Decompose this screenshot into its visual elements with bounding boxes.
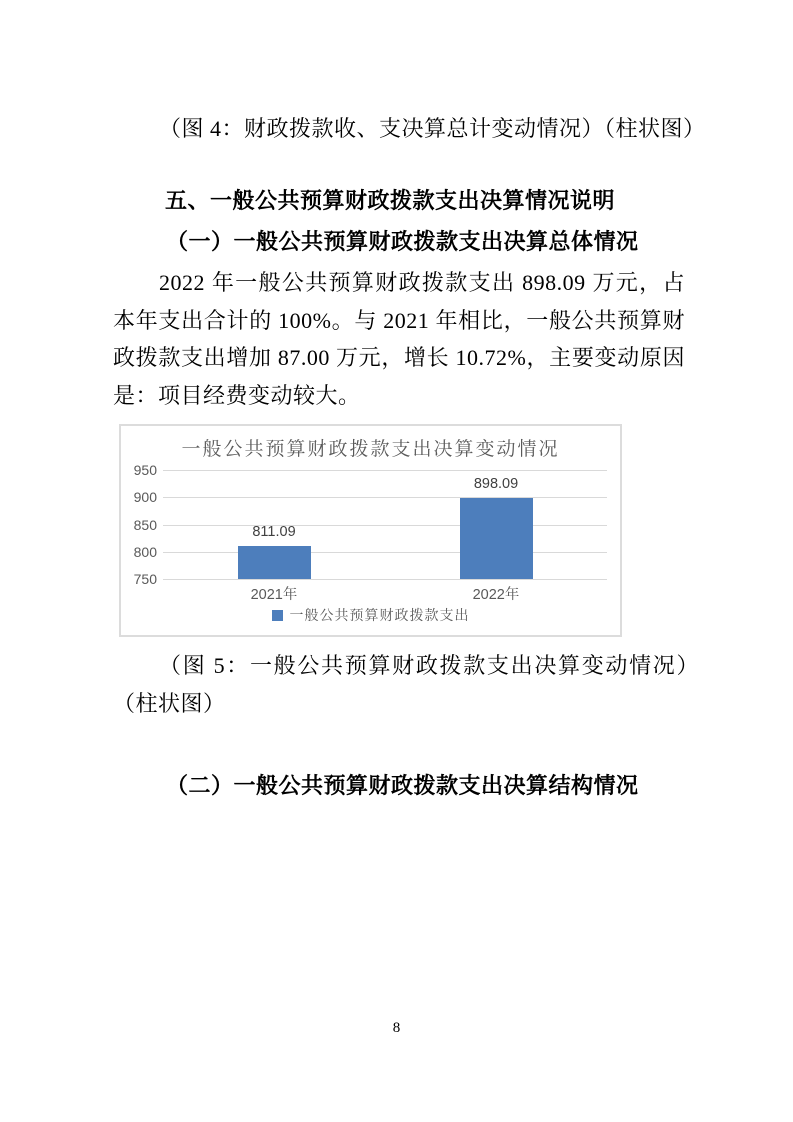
legend-label: 一般公共预算财政拨款支出 [289,607,470,623]
page-number: 8 [392,1020,401,1036]
bar-value-label: 811.09 [252,523,296,540]
gridline [163,497,607,498]
x-axis-category-label: 2021年 [250,587,298,603]
chart-title: 一般公共预算财政拨款支出决算变动情况 [181,439,560,460]
subsection-2-heading: （二）一般公共预算财政拨款支出决算结构情况 [166,773,639,798]
bar-value-label: 898.09 [473,476,519,493]
chart-plot-area [133,462,607,603]
legend-swatch-icon [272,610,283,621]
subsection-1-heading: （一）一般公共预算财政拨款支出决算总体情况 [166,229,639,254]
bar-chart [119,424,622,637]
y-axis-tick-label: 800 [133,543,157,560]
bar-2022年 [460,498,533,579]
gridline [163,470,607,471]
y-axis-tick-label: 750 [133,571,157,587]
x-axis-category-label: 2022年 [472,587,520,603]
figure4-caption: （图 4：财政拨款收、支决算总计变动情况）（柱状图） [159,116,706,141]
y-axis-tick-label: 850 [133,516,157,533]
y-axis-tick-label: 950 [133,462,157,478]
y-axis-tick-label: 900 [133,489,157,506]
figure5-caption: （图 5：一般公共预算财政拨款支出决算变动情况）（柱状图） [113,653,699,716]
section-heading: 五、一般公共预算财政拨款支出决算情况说明 [165,188,616,213]
gridline [163,552,607,553]
chart-legend [121,605,620,625]
bar-2021年 [238,546,311,579]
gridline [163,579,607,580]
body-paragraph: 2022 年一般公共预算财政拨款支出 898.09 万元，占本年支出合计的 100%。与 2021 年相比，一般公共预算财政拨款支出增加 87.00 万元，增长 10.72%，主要变动原因是：项目经费变动较大。 [113,270,685,408]
